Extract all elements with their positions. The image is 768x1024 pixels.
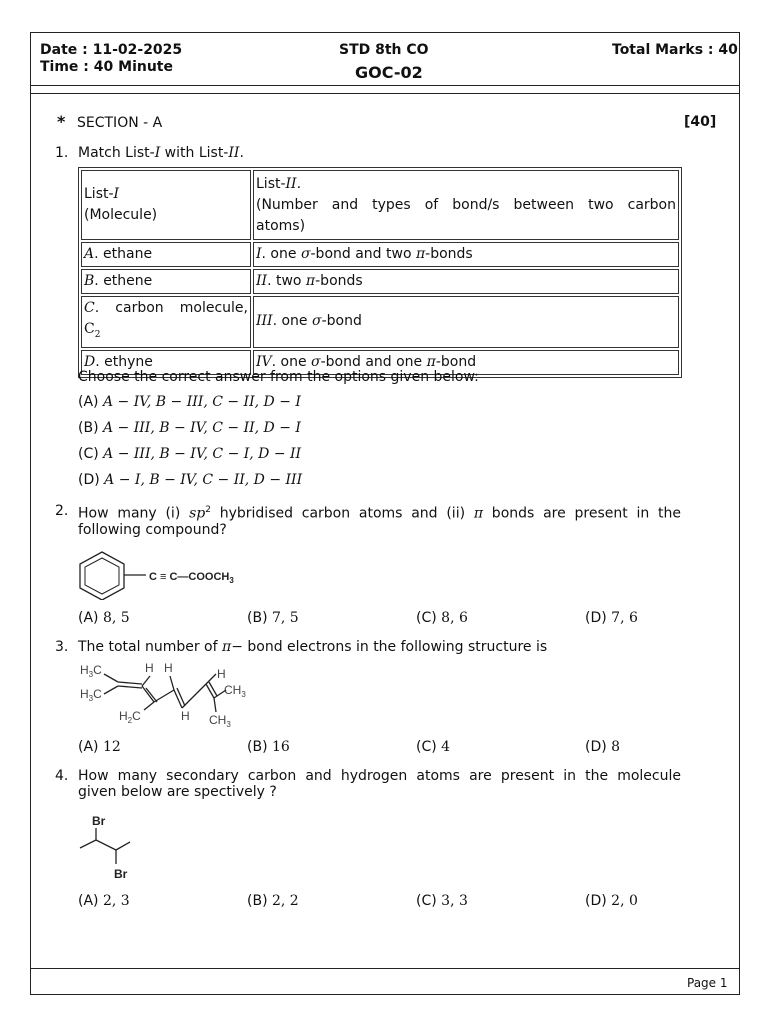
q2-option-c[interactable]: (C) 8, 6 (416, 610, 468, 626)
q2-structure (76, 550, 276, 600)
q1-number: 1. (55, 145, 69, 161)
q2-option-d[interactable]: (D) 7, 6 (585, 610, 638, 626)
h-label: H (145, 661, 154, 675)
exam-standard: STD 8th CO (339, 42, 429, 58)
q2-text: How many (i) $sp^2$ hybridised carbon atoms and (ii) π bonds are present in the following compound? (78, 505, 681, 538)
table-cell: II. two π-bonds (253, 269, 679, 294)
br-bottom-label: Br (114, 867, 128, 881)
q3-option-a[interactable]: (A) 12 (78, 739, 121, 755)
h-label: H (181, 709, 190, 723)
q2-chain-text: $C \equiv C—COOCH_3$ (149, 571, 234, 585)
section-star: * (57, 112, 66, 131)
page-number: Page 1 (687, 976, 728, 990)
h-label: H (217, 667, 226, 681)
ch3-label: $CH_3$ (224, 683, 246, 699)
table-row (81, 269, 679, 294)
q1-option-a[interactable]: (A) A − IV, B − III, C − II, D − I (78, 394, 301, 410)
q1-option-d[interactable]: (D) A − I, B − IV, C − II, D − III (78, 472, 303, 488)
table-cell: III. one σ-bond (253, 296, 679, 348)
br-top-label: Br (92, 814, 106, 828)
table-row (81, 170, 679, 240)
q2-option-a[interactable]: (A) 8, 5 (78, 610, 130, 626)
footer-divider (30, 968, 740, 969)
q1-text: Match List-I with List-II. (78, 145, 244, 161)
bond-lines (104, 674, 226, 712)
q4-structure (76, 810, 146, 882)
match-table (78, 167, 682, 378)
benzene-inner-ring (85, 558, 119, 594)
table-cell: I. one σ-bond and two π-bonds (253, 242, 679, 267)
q3-option-d[interactable]: (D) 8 (585, 739, 621, 755)
total-marks: Total Marks : 40 (612, 42, 738, 58)
exam-date: Date : 11-02-2025 (40, 42, 183, 58)
table-cell: D. ethyne (81, 350, 251, 375)
h3c-bottom-label: $H_3C$ (80, 687, 102, 703)
q4-text: How many secondary carbon and hydrogen atoms are present in the molecule given below are spectively ? (78, 768, 681, 800)
q3-option-c[interactable]: (C) 4 (416, 739, 451, 755)
q1-instruction: Choose the correct answer from the options given below: (78, 369, 479, 385)
q2-option-b[interactable]: (B) 7, 5 (247, 610, 299, 626)
ch3-label: $CH_3$ (209, 713, 231, 729)
q4-option-c[interactable]: (C) 3, 3 (416, 893, 468, 909)
h-label: H (164, 661, 173, 675)
q4-option-b[interactable]: (B) 2, 2 (247, 893, 299, 909)
h2c-label: $H_2C$ (119, 709, 141, 725)
exam-code: GOC-02 (355, 63, 423, 82)
table-header-list1: List-I (Molecule) (81, 170, 251, 240)
section-title: SECTION - A (77, 115, 163, 131)
section-marks: [40] (684, 114, 717, 130)
table-cell: C. carbon molecule, $C_2$ (81, 296, 251, 348)
q4-option-a[interactable]: (A) 2, 3 (78, 893, 130, 909)
table-header-list2: List-II. (Number and types of bond/s between two carbon atoms) (253, 170, 679, 240)
table-cell: IV. one σ-bond and one π-bond (253, 350, 679, 375)
bond-lines (80, 828, 130, 864)
q3-number: 3. (55, 639, 69, 655)
table-cell: A. ethane (81, 242, 251, 267)
q3-text: The total number of π− bond electrons in the following structure is (78, 639, 548, 655)
table-row (81, 296, 679, 348)
q1-option-c[interactable]: (C) A − III, B − IV, C − I, D − II (78, 446, 302, 462)
exam-time: Time : 40 Minute (40, 59, 173, 75)
header-divider-2 (30, 93, 740, 94)
q3-option-b[interactable]: (B) 16 (247, 739, 290, 755)
h3c-top-label: $H_3C$ (80, 663, 102, 679)
table-cell: B. ethene (81, 269, 251, 294)
q3-structure (78, 660, 268, 730)
q1-option-b[interactable]: (B) A − III, B − IV, C − II, D − I (78, 420, 301, 436)
table-row (81, 242, 679, 267)
header-divider (30, 85, 740, 86)
benzene-ring (80, 552, 124, 600)
q4-option-d[interactable]: (D) 2, 0 (585, 893, 638, 909)
q2-number: 2. (55, 503, 69, 519)
q4-number: 4. (55, 768, 69, 784)
